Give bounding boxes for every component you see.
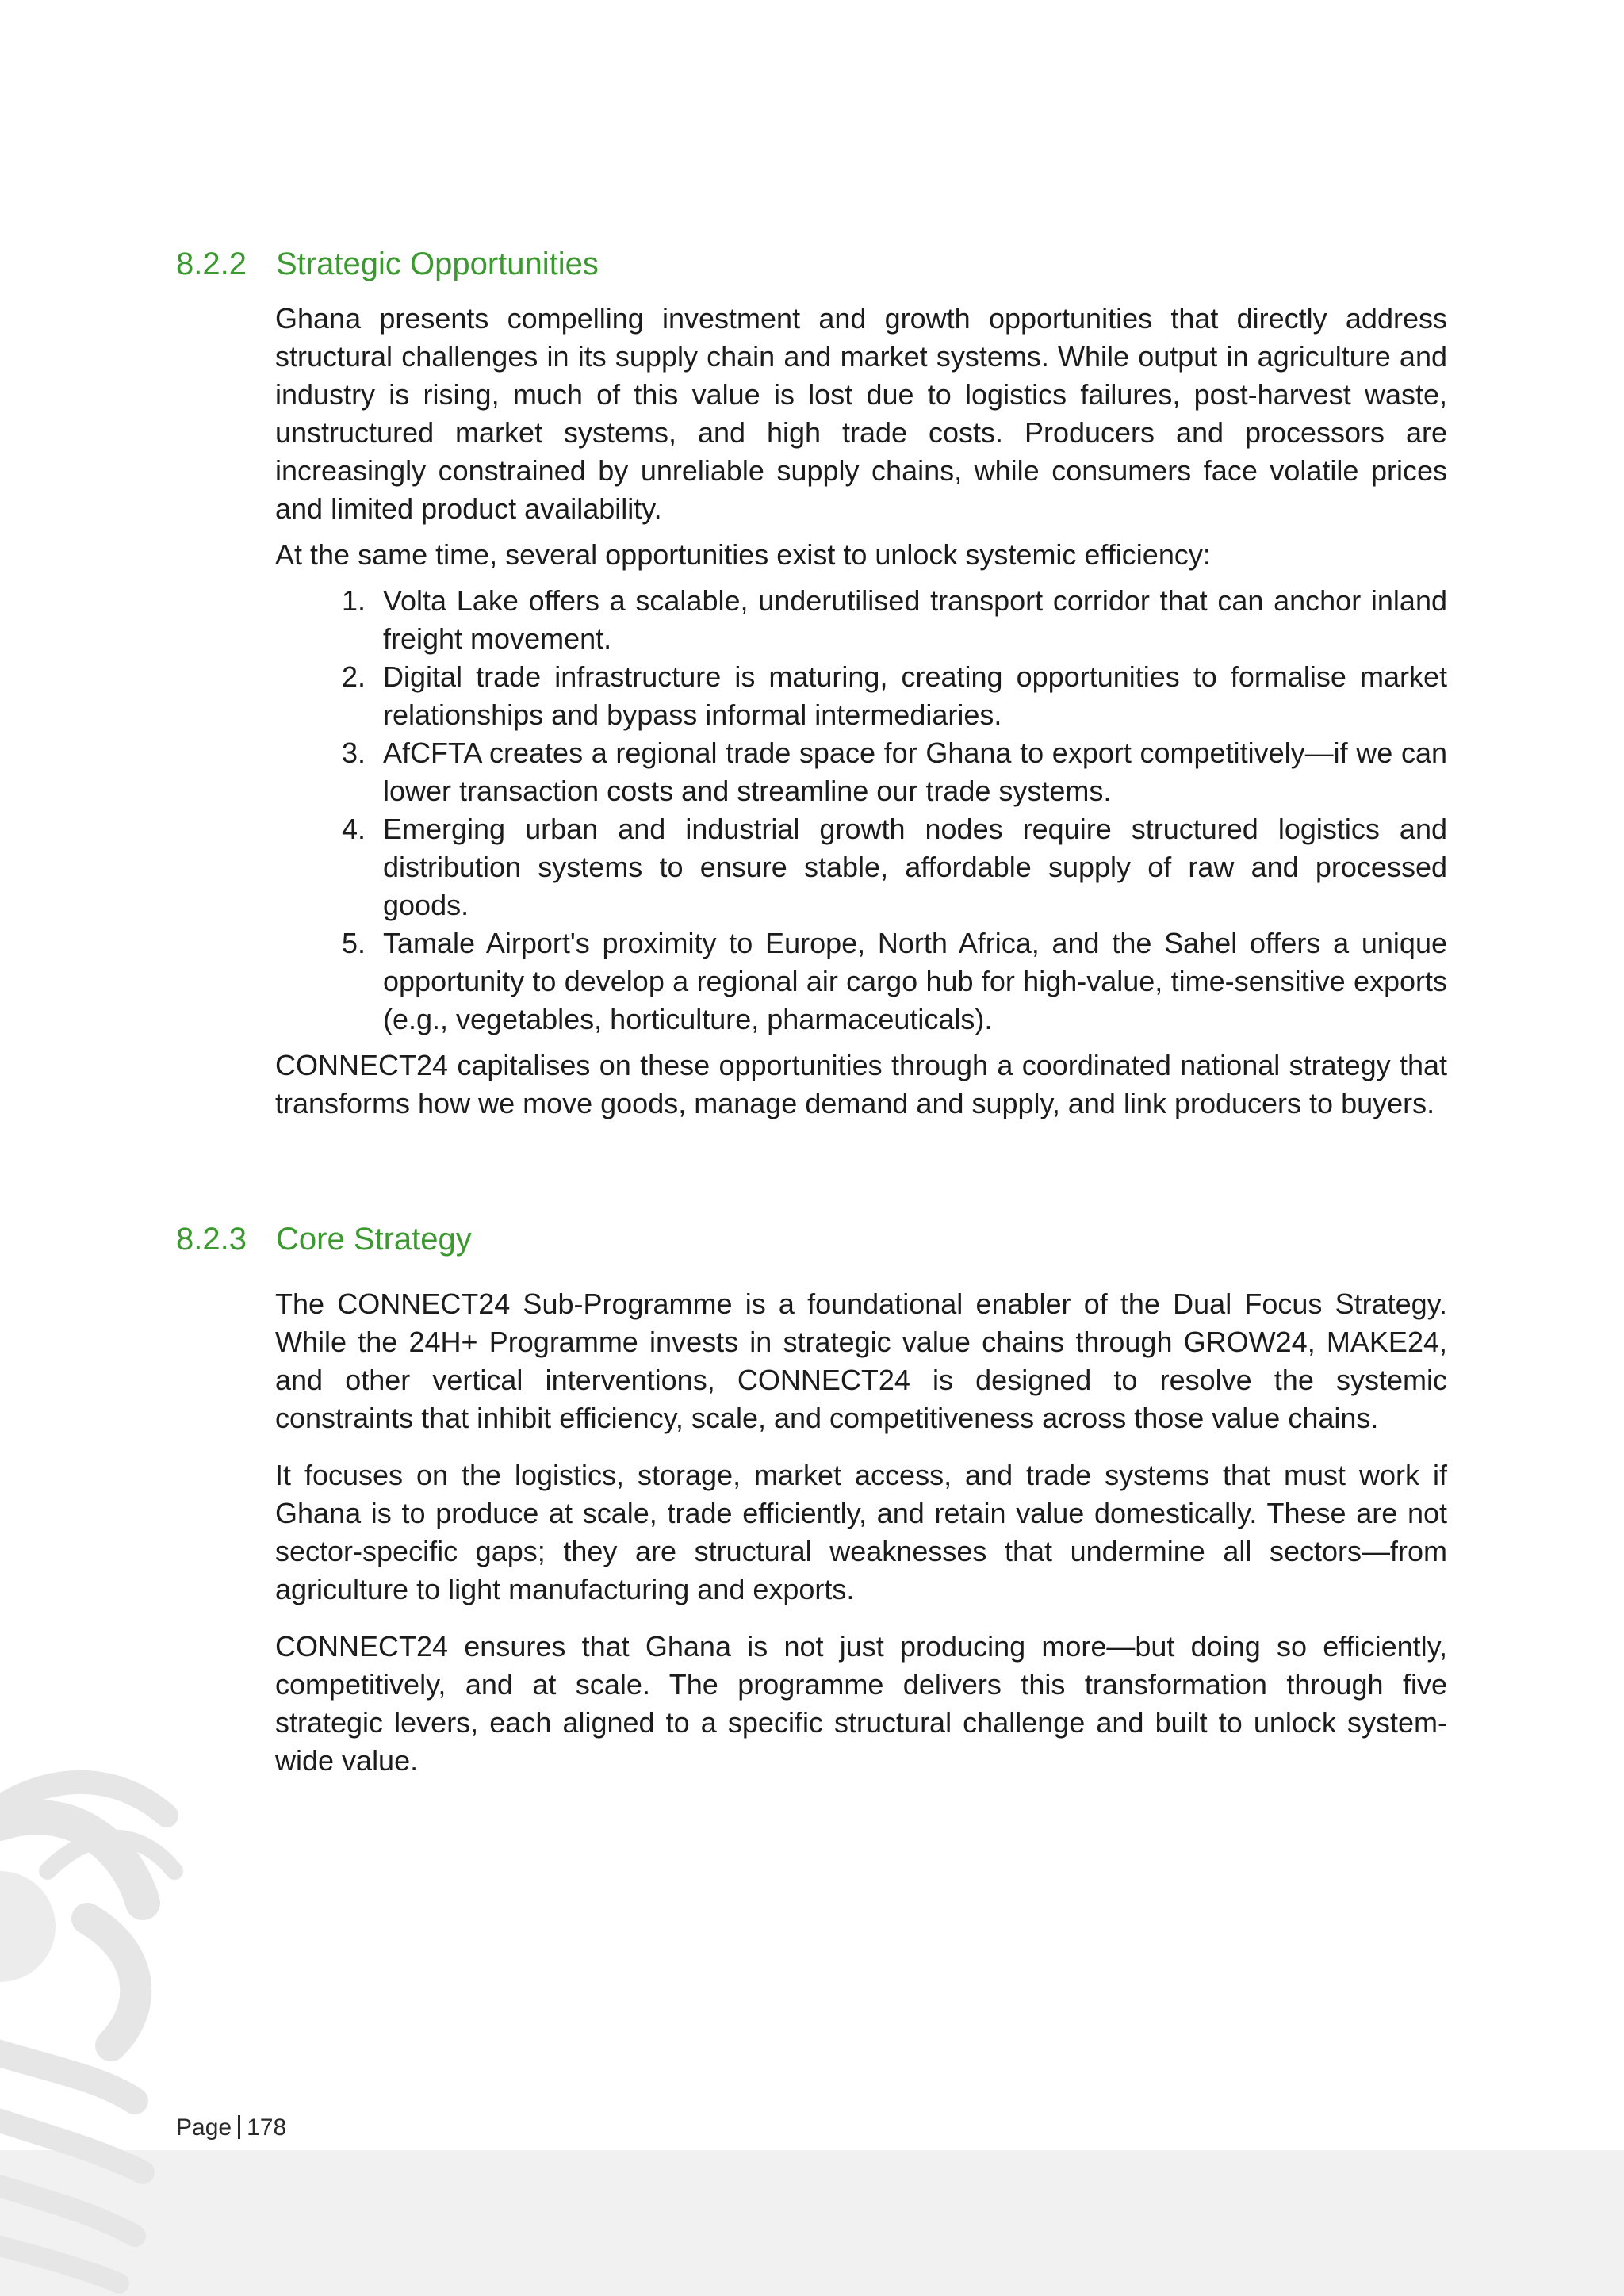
list-item: 1. Volta Lake offers a scalable, underutilised transport corridor that can anchor inland freight movement. (373, 582, 1447, 658)
section-body-8-2-3 (275, 1285, 1447, 1780)
page-number (176, 2112, 286, 2144)
list-item: 2. Digital trade infrastructure is maturing, creating opportunities to formalise market relationships and bypass informal intermediaries. (373, 658, 1447, 734)
page-label: Page (176, 2114, 232, 2141)
lead-in-paragraph: At the same time, several opportunities exist to unlock systemic efficiency: (275, 538, 1211, 571)
section-number: 8.2.2 (176, 247, 247, 281)
section-title: Core Strategy (276, 1222, 472, 1257)
section-number: 8.2.3 (176, 1222, 247, 1257)
page-separator (238, 2115, 240, 2139)
section-heading-8-2-3 (176, 1220, 472, 1258)
strategy-paragraph: The CONNECT24 Sub-Programme is a foundational enabler of the Dual Focus Strategy. While the 24H+ Programme invests in strategic value chains through GROW24, MAKE24, and other vertical interventions, CONNECT24 is designed to resolve the systemic constraints that inhibit efficiency, scale, and competitiveness across those value chains. (275, 1288, 1447, 1434)
strategy-paragraph: It focuses on the logistics, storage, market access, and trade systems that must work if Ghana is to produce at scale, trade efficiently, and retain value domestically. These are not sector-specific gaps; they are structural weaknesses that undermine all sectors—from agriculture to light manufacturing and exports. (275, 1459, 1447, 1605)
section-body-8-2-2 (275, 300, 1447, 1123)
strategy-paragraph: CONNECT24 ensures that Ghana is not just producing more—but doing so efficiently, competitively, and at scale. The programme delivers this transformation through five strategic levers, each aligned to a specific structural challenge and built to unlock system-wide value. (275, 1630, 1447, 1777)
page-number-value: 178 (247, 2114, 287, 2141)
closing-paragraph: CONNECT24 capitalises on these opportunities through a coordinated national strategy that transforms how we move goods, manage demand and supply, and link producers to buyers. (275, 1049, 1447, 1119)
section-title: Strategic Opportunities (276, 247, 599, 281)
list-item: 5. Tamale Airport's proximity to Europe, North Africa, and the Sahel offers a unique opportunity to develop a regional air cargo hub for high-value, time-sensitive exports (e.g., vegetables, horticulture, pharmaceuticals). (373, 924, 1447, 1039)
opportunities-list (275, 582, 1447, 1039)
intro-paragraph: Ghana presents compelling investment and growth opportunities that directly address structural challenges in its supply chain and market systems. While output in agriculture and industry is rising, much of this value is lost due to logistics failures, post-harvest waste, unstructured market systems, and high trade costs. Producers and processors are increasingly constrained by unreliable supply chains, while consumers face volatile prices and limited product availability. (275, 302, 1447, 525)
section-heading-8-2-2 (176, 245, 599, 283)
list-item: 4. Emerging urban and industrial growth nodes require structured logistics and distribution systems to ensure stable, affordable supply of raw and processed goods. (373, 810, 1447, 924)
watermark-emblem (0, 1728, 238, 2296)
list-item: 3. AfCFTA creates a regional trade space for Ghana to export competitively—if we can lower transaction costs and streamline our trade systems. (373, 734, 1447, 810)
footer-band (0, 2150, 1624, 2296)
